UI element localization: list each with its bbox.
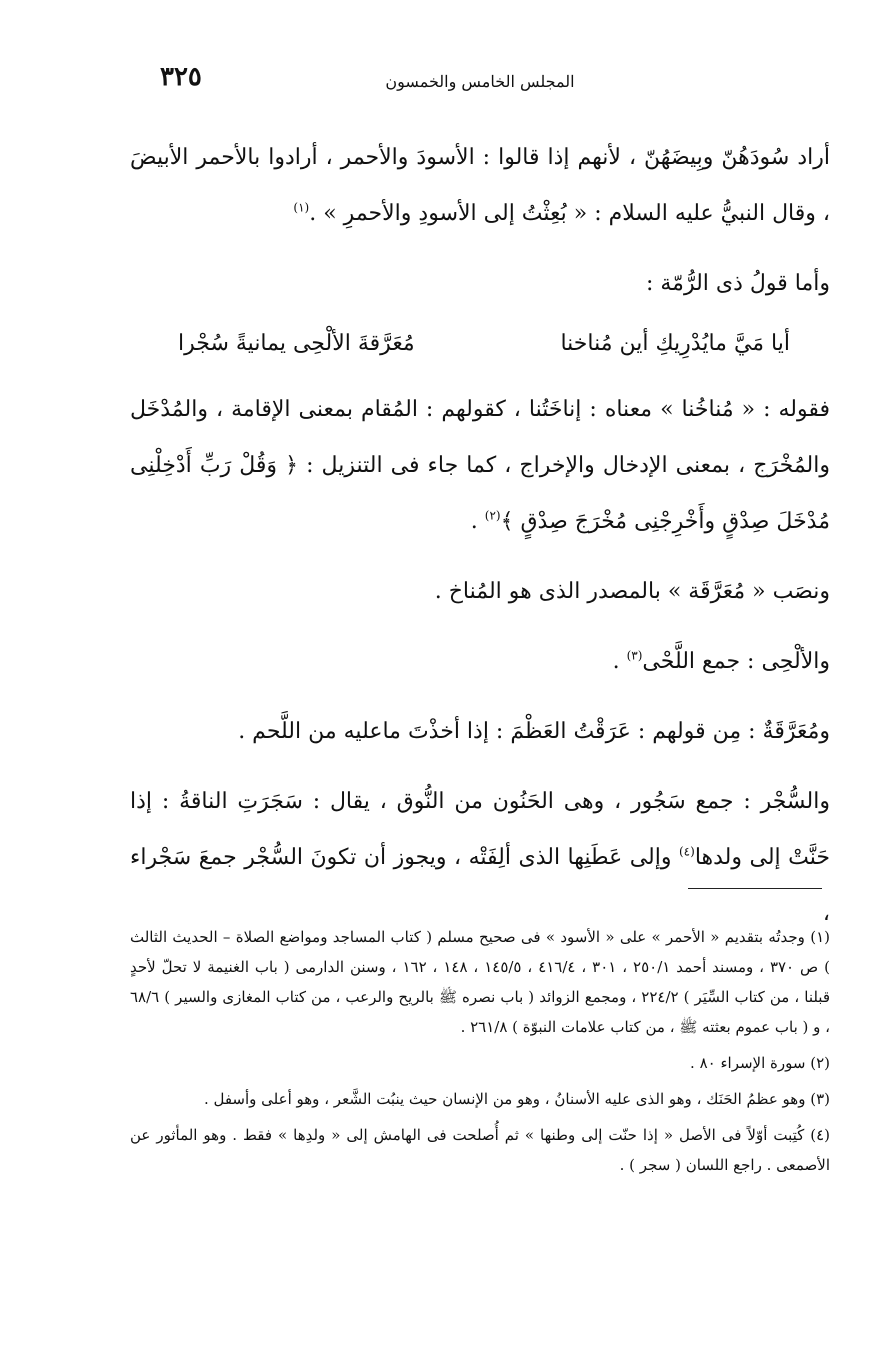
footnote-ref: (١) [293,200,310,215]
verse-second-hemistich: مُعَرَّقةَ الألْحِى يمانيةً سُجْرا [178,331,415,356]
paragraph: والسُّجْر : جمع سَجُور ، وهى الحَنُون من النُّوق ، يقال : سَجَرَتِ الناقةُ : إذا حَنَّتْ إلى ولدها$^{(٤)}$ وإلى عَطَنِها الذى ألِفَتْه ، ويجوز أن تكونَ السُّجْر جمعَ سَجْراء ، [130,789,830,926]
poetry-verse [178,316,790,372]
footnote-ref: (٢) [484,508,501,523]
paragraph: أراد سُودَهُنّ وبِيضَهُنّ ، لأنهم إذا قالوا : الأسودَ والأحمر ، أرادوا بالأحمر الأبيضَ ، وقال النبيُّ عليه السلام : « بُعِثْتُ إلى الأسودِ والأحمرِ » .$^{(١)}$ [130,145,830,226]
main-text [130,130,830,942]
running-title: المجلس الخامس والخمسون [385,72,575,91]
footnote: (٢) سورة الإسراء ٨٠ . [690,1054,830,1072]
page-number: ٣٢٥ [160,62,202,92]
paragraph: ونصَب « مُعَرَّقَة » بالمصدر الذى هو المُناخ . [434,579,830,604]
paragraph: وأما قولُ ذى الرُّمّة : [645,271,830,296]
paragraph: ومُعَرَّقَةٌ : مِن قولهم : عَرَقْتُ العَظْمَ : إذا أخذْتَ ماعليه من اللَّحم . [238,719,830,744]
footnote-ref: (٤) [678,844,695,859]
paragraph: والألْحِى : جمع اللَّحْى$^{(٣)}$ . [612,648,830,674]
footnote: (٤) كُتِبت أوّلاً فى الأصل « إذا حنّت إلى وطنها » ثم أُصلحت فى الهامش إلى « ولدِها » فقط . وهو المأثور عن الأصمعى . راجع اللسان ( سجر ) . [130,1126,830,1174]
page-header [120,62,840,102]
footnote: (١) وجدتُه بتقديم « الأحمر » على « الأسود » فى صحيح مسلم ( كتاب المساجد ومواضع الصلاة – الحديث الثالث ) ص ٣٧٠ ، ومسند أحمد ٢٥٠/١ ، ٣٠١ ، ٤١٦/٤ ، ١٤٥/٥ ، ١٤٨ ، ١٦٢ ، وسنن الدارمى ( باب الغنيمة لا تحلّ لأحدٍ قبلنا ، من كتاب السِّيَر ) ٢٢٤/٢ ، ومجمع الزوائد ( باب نصره ﷺ بالريح والرعب ، من كتاب المغازى والسير ) ٦٨/٦ ، و ( باب عموم بعثته ﷺ ، من كتاب علامات النبوّة ) ٢٦١/٨ . [130,928,831,1036]
footnotes [130,922,830,1186]
verse-first-hemistich: أيا مَيَّ مايُدْرِيكِ أين مُناخنا [560,331,790,356]
paragraph: فقوله : « مُناخُنا » معناه : إناخَتُنا ، كقولهم : المُقام بمعنى الإقامة ، والمُدْخَل والمُخْرَج ، بمعنى الإدخال والإخراج ، كما جاء فى التنزيل : ﴿ وَقُلْ رَبِّ أَدْخِلْنِى مُدْخَلَ صِدْقٍ وأَخْرِجْنِى مُخْرَجَ صِدْقٍ ﴾$^{(٢)}$ . [130,397,830,534]
footnote-separator [688,888,822,889]
footnote-ref: (٣) [626,648,643,663]
footnote: (٣) وهو عظمُ الحَنَك ، وهو الذى عليه الأسنانُ ، وهو من الإنسان حيث ينبُت الشَّعر ، وهو أعلى وأسفل . [203,1090,830,1108]
